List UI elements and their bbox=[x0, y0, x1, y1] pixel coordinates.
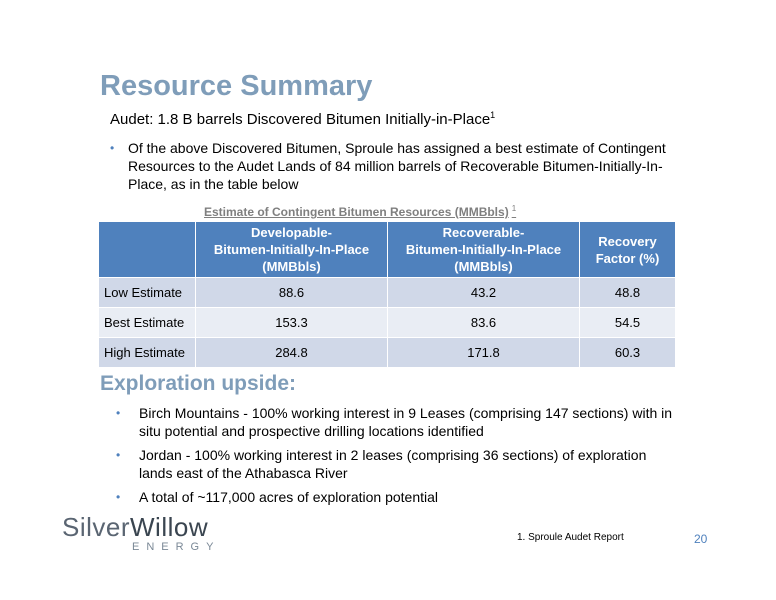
table-row bbox=[99, 278, 676, 308]
table-cell: 83.6 bbox=[388, 308, 580, 338]
table-row-label: High Estimate bbox=[99, 338, 196, 368]
table-header-cell: Recovery Factor (%) bbox=[580, 222, 676, 278]
table-cell: 60.3 bbox=[580, 338, 676, 368]
page-title: Resource Summary bbox=[100, 70, 373, 102]
list-item bbox=[116, 488, 676, 506]
table-caption-text: Estimate of Contingent Bitumen Resources (MMBbls) bbox=[204, 205, 509, 219]
subtitle-text: Audet: 1.8 B barrels Discovered Bitumen Initially-in-Place bbox=[110, 111, 491, 128]
table-row-label: Best Estimate bbox=[99, 308, 196, 338]
table-cell: 48.8 bbox=[580, 278, 676, 308]
intro-bullet-text: Of the above Discovered Bitumen, Sproule has assigned a best estimate of Contingent Resources to the Audet Lands of 84 million barrels of Recoverable Bitumen-Initially-In-Place, as in the table below bbox=[128, 140, 666, 192]
list-item-text: A total of ~117,000 acres of exploration potential bbox=[139, 489, 439, 505]
table-row-label: Low Estimate bbox=[99, 278, 196, 308]
list-item bbox=[116, 404, 676, 440]
table-cell: 88.6 bbox=[196, 278, 388, 308]
footnote: 1. Sproule Audet Report bbox=[517, 532, 624, 543]
exploration-bullet-list bbox=[116, 404, 676, 512]
table-caption bbox=[204, 204, 516, 219]
table-row bbox=[99, 338, 676, 368]
bullet-icon: • bbox=[116, 490, 121, 504]
logo-word-1: Silver bbox=[62, 512, 131, 542]
bullet-icon: • bbox=[116, 406, 121, 420]
list-item bbox=[116, 446, 676, 482]
table-header-cell: Developable- Bitumen-Initially-In-Place (MMBbls) bbox=[196, 222, 388, 278]
table-cell: 54.5 bbox=[580, 308, 676, 338]
table-cell: 153.3 bbox=[196, 308, 388, 338]
logo-word-2: Willow bbox=[130, 512, 209, 542]
table-cell: 171.8 bbox=[388, 338, 580, 368]
table-caption-footnote-ref: 1 bbox=[511, 204, 517, 213]
list-item-text: Jordan - 100% working interest in 2 leases (comprising 36 sections) of exploration lands east of the Athabasca River bbox=[139, 447, 647, 481]
table-cell: 284.8 bbox=[196, 338, 388, 368]
resource-table bbox=[99, 222, 676, 367]
table-header-cell bbox=[99, 222, 196, 278]
bullet-icon: • bbox=[116, 448, 121, 462]
exploration-heading: Exploration upside: bbox=[100, 372, 297, 395]
page-number: 20 bbox=[694, 532, 708, 546]
table-header-cell: Recoverable- Bitumen-Initially-In-Place (MMBbls) bbox=[388, 222, 580, 278]
company-logo bbox=[62, 512, 220, 553]
logo-subtitle: ENERGY bbox=[132, 541, 221, 553]
logo-wordmark bbox=[62, 512, 220, 543]
bullet-icon: • bbox=[110, 141, 115, 155]
list-item-text: Birch Mountains - 100% working interest in 9 Leases (comprising 147 sections) with in situ potential and prospective drilling locations identified bbox=[139, 405, 673, 439]
subtitle-footnote-ref: 1 bbox=[490, 110, 496, 120]
table-row bbox=[99, 308, 676, 338]
subtitle bbox=[110, 110, 495, 128]
table-header-row bbox=[99, 222, 676, 278]
table-cell: 43.2 bbox=[388, 278, 580, 308]
